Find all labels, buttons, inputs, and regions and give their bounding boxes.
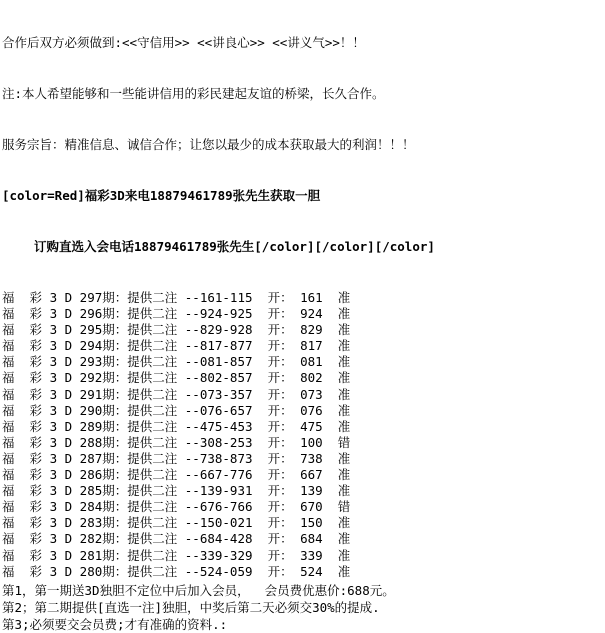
table-row: 福 彩 3 D 280期：提供二注 --524-059 开： 524 准: [2, 563, 351, 579]
table-row: 福 彩 3 D 290期：提供二注 --076-657 开： 076 准: [2, 402, 351, 418]
table-row: 福 彩 3 D 286期：提供二注 --667-776 开： 667 准: [2, 467, 351, 483]
table-row: 福 彩 3 D 291期：提供二注 --073-357 开： 073 准: [2, 386, 351, 402]
footer-line-2: 第2；第二期提供[直选一注]独胆，中奖后第二天必须交30%的提成.: [2, 599, 380, 615]
table-row: 福 彩 3 D 285期：提供二注 --139-931 开： 139 准: [2, 483, 351, 499]
table-row: 福 彩 3 D 283期：提供二注 --150-021 开： 150 准: [2, 515, 351, 531]
footer-line-1: 第1，第一期送3D独胆不定位中后加入会员， 会员费优惠价:688元。: [2, 582, 395, 598]
header-contact-line-1: [color=Red]福彩3D来电18879461789张先生获取一胆: [2, 188, 321, 203]
table-row: 福 彩 3 D 284期：提供二注 --676-766 开： 670 错: [2, 499, 351, 515]
header-block: [0, 0, 605, 289]
header-line-3: 服务宗旨：精准信息、诚信合作；让您以最少的成本获取最大的利润！！！: [2, 137, 415, 152]
table-row: 福 彩 3 D 287期：提供二注 --738-873 开： 738 准: [2, 450, 351, 466]
table-row: 福 彩 3 D 282期：提供二注 --684-428 开： 684 准: [2, 531, 351, 547]
table-row: 福 彩 3 D 297期：提供二注 --161-115 开： 161 准: [2, 290, 351, 305]
header-line-2: 注:本人希望能够和一些能讲信用的彩民建起友谊的桥梁，长久合作。: [2, 86, 385, 101]
table-row: 福 彩 3 D 289期：提供二注 --475-453 开： 475 准: [2, 418, 351, 434]
header-contact-line-2: 订购直选入会电话18879461789张先生[/color][/color][/color]: [34, 239, 435, 254]
header-line-1: 合作后双方必须做到:<<守信用>> <<讲良心>> <<讲义气>>！！: [2, 35, 365, 50]
table-row: 福 彩 3 D 295期：提供二注 --829-928 开： 829 准: [2, 322, 351, 338]
footer-line-3: 第3;必须要交会员费;才有准确的资料.:: [2, 616, 228, 632]
table-row: 福 彩 3 D 294期：提供二注 --817-877 开： 817 准: [2, 338, 351, 354]
table-row: 福 彩 3 D 296期：提供二注 --924-925 开： 924 准: [2, 306, 351, 322]
table-row: 福 彩 3 D 288期：提供二注 --308-253 开： 100 错: [2, 434, 351, 450]
table-row: 福 彩 3 D 293期：提供二注 --081-857 开： 081 准: [2, 354, 351, 370]
table-row: 福 彩 3 D 292期：提供二注 --802-857 开： 802 准: [2, 370, 351, 386]
table-row: 福 彩 3 D 281期：提供二注 --339-329 开： 339 准: [2, 547, 351, 563]
footer-block: [0, 582, 605, 633]
prediction-table: [0, 290, 605, 580]
